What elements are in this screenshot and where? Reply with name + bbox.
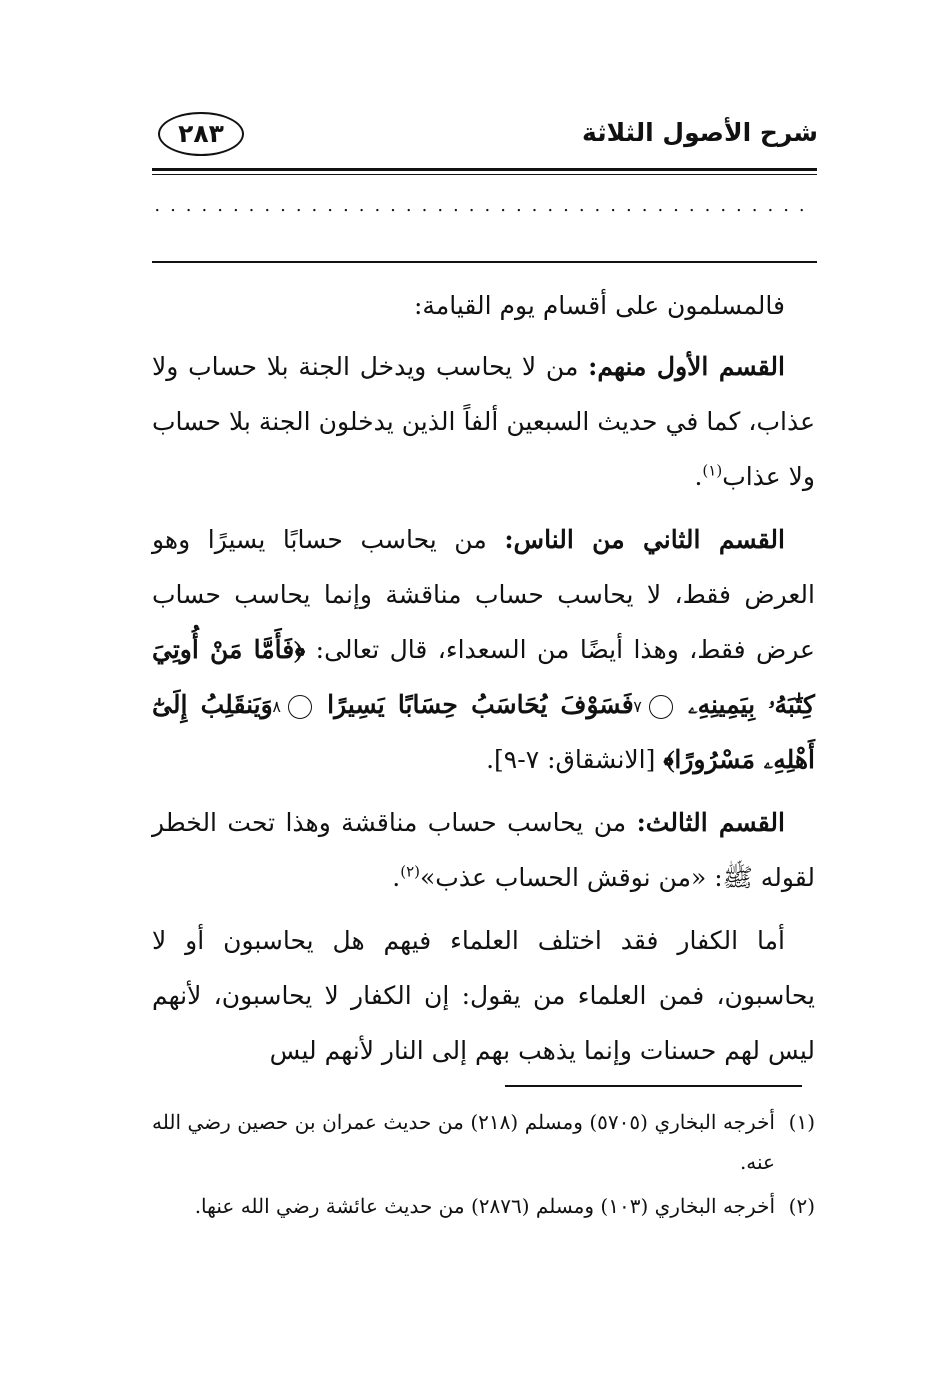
section-1-term: القسم الأول منهم: bbox=[588, 352, 785, 381]
ayah-number-7: ٧ bbox=[649, 695, 673, 719]
footnote-2-number: (٢) bbox=[788, 1194, 815, 1218]
section-1-text: من لا يحاسب ويدخل الجنة بلا حساب ولا عذاب، كما في حديث السبعين ألفاً الذين يدخلون الجنة بلا حساب ولا عذاب bbox=[152, 352, 815, 491]
paragraph-4 bbox=[152, 913, 815, 1078]
section-rule bbox=[152, 261, 817, 263]
section-1-end: . bbox=[694, 462, 703, 491]
section-2-text: من يحاسب حسابًا يسيرًا وهو العرض فقط، لا يحاسب حساب مناقشة وإنما يحاسب حساب عرض فقط، وهذا أيضًا من السعداء، قال تعالى: bbox=[152, 525, 815, 664]
header-rule-thin bbox=[152, 174, 817, 175]
separator-dots: .......................................... bbox=[154, 196, 815, 216]
intro-text: فالمسلمون على أقسام يوم القيامة: bbox=[414, 291, 785, 320]
section-3-term: القسم الثالث: bbox=[636, 808, 785, 837]
footnote-2-text: أخرجه البخاري (١٠٣) ومسلم (٢٨٧٦) من حديث عائشة رضي الله عنها. bbox=[194, 1194, 775, 1218]
footnote-1 bbox=[152, 1102, 815, 1182]
section-3-paragraph bbox=[152, 795, 815, 905]
section-3-text: من يحاسب حساب مناقشة وهذا تحت الخطر لقوله ﷺ: «من نوقش الحساب عذب» bbox=[152, 808, 815, 892]
footnote-1-number: (١) bbox=[788, 1110, 815, 1134]
section-1-paragraph bbox=[152, 339, 815, 504]
ayah-number-8: ٨ bbox=[288, 695, 312, 719]
main-text bbox=[152, 278, 815, 1086]
footnote-ref-2[interactable]: (٢) bbox=[400, 862, 420, 881]
section-3-end: . bbox=[392, 863, 401, 892]
header-rule-thick bbox=[152, 168, 817, 171]
quran-part-3: وَيَنقَلِبُ إِلَىٰٓ أَهْلِهِۦ مَسْرُورًا bbox=[152, 690, 815, 774]
footnote-ref-1[interactable]: (١) bbox=[702, 461, 723, 480]
quran-close-bracket: ﴾ bbox=[663, 745, 675, 774]
quran-reference: [الانشقاق: ٧-٩] bbox=[494, 745, 656, 774]
footnote-rule bbox=[505, 1085, 802, 1087]
quran-part-2: فَسَوْفَ يُحَاسَبُ حِسَابًا يَسِيرًا bbox=[327, 690, 634, 719]
quran-open-bracket: ﴿ bbox=[294, 635, 306, 664]
section-2-term: القسم الثاني من الناس: bbox=[504, 525, 785, 554]
quran-part-1: فَأَمَّا مَنْ أُوتِيَ كِتَٰبَهُۥ بِيَمِينِهِۦ bbox=[152, 635, 815, 719]
paragraph-4-text: أما الكفار فقد اختلف العلماء فيهم هل يحاسبون أو لا يحاسبون، فمن العلماء من يقول: إن الكفار لا يحاسبون، لأنهم ليس لهم حسنات وإنما يذهب بهم إلى النار لأنهم ليس bbox=[152, 926, 815, 1065]
footnotes bbox=[152, 1102, 815, 1230]
section-2-end: . bbox=[486, 745, 495, 774]
page-number: ٢٨٣ bbox=[158, 112, 244, 156]
footnote-1-text: أخرجه البخاري (٥٧٠٥) ومسلم (٢١٨) من حديث عمران بن حصين رضي الله عنه. bbox=[152, 1110, 775, 1174]
page-header bbox=[150, 108, 818, 164]
section-2-paragraph bbox=[152, 512, 815, 787]
footnote-2 bbox=[152, 1186, 815, 1226]
intro-paragraph bbox=[152, 278, 815, 333]
book-title: شرح الأصول الثلاثة bbox=[582, 118, 818, 147]
